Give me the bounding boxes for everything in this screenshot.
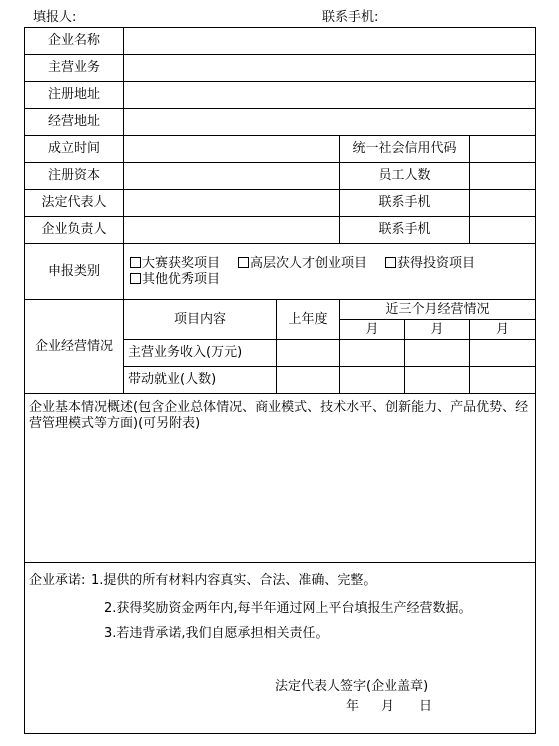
checkbox-icon[interactable] [130,273,141,284]
op-address-field[interactable] [124,109,536,136]
month-1-header: 月 [340,320,405,340]
row-legal-rep [25,190,536,217]
staff-count-label: 员工人数 [340,163,470,190]
founded-label: 成立时间 [25,136,124,163]
reg-address-label: 注册地址 [25,82,124,109]
company-name-label: 企业名称 [25,28,124,55]
income-month-2-field[interactable] [405,340,470,367]
charge-phone-label: 联系手机 [340,217,470,244]
registration-form [24,27,536,734]
reg-address-field[interactable] [124,82,536,109]
staff-count-field[interactable] [470,163,536,190]
income-last-year-field[interactable] [277,340,340,367]
legal-rep-phone-field[interactable] [470,190,536,217]
row-reg-address [25,82,536,109]
charge-phone-field[interactable] [470,217,536,244]
category-options [124,244,536,300]
jobs-label: 带动就业(人数) [124,367,277,394]
category-option-award[interactable]: 大赛获奖项目 [130,256,220,272]
month-3-header: 月 [470,320,536,340]
row-op-address [25,109,536,136]
income-month-1-field[interactable] [340,340,405,367]
person-in-charge-field[interactable] [124,217,340,244]
commitment-item-3: 3.若违背承诺,我们自愿承担相关责任。 [104,626,329,641]
income-month-3-field[interactable] [470,340,536,367]
month-2-header: 月 [405,320,470,340]
jobs-last-year-field[interactable] [277,367,340,394]
overview-text: 企业基本情况概述(包含企业总体情况、商业模式、技术水平、创新能力、产品优势、经营管理模式等方面)(可另附表) [29,400,529,431]
checkbox-icon[interactable] [385,257,396,268]
row-category [25,244,536,300]
reg-capital-label: 注册资本 [25,163,124,190]
commitment-item-1: 1.提供的所有材料内容真实、合法、准确、完整。 [91,573,377,588]
col-recent-header: 近三个月经营情况 [340,300,536,320]
jobs-month-2-field[interactable] [405,367,470,394]
main-business-label: 主营业务 [25,55,124,82]
main-business-field[interactable] [124,55,536,82]
filler-label: 填报人: [33,10,77,25]
commitment-item-2: 2.获得奖励资金两年内,每半年通过网上平台填报生产经营数据。 [104,601,472,616]
commitment-title: 企业承诺: [29,573,86,588]
date-year: 年 [346,699,360,714]
credit-code-field[interactable] [470,136,536,163]
category-option-investment[interactable]: 获得投资项目 [385,256,475,272]
row-founded [25,136,536,163]
row-ops-header [25,300,536,320]
phone-label: 联系手机: [322,10,379,25]
category-label: 申报类别 [25,244,124,300]
signature-label: 法定代表人签字(企业盖章) [275,679,429,694]
row-company-name [25,28,536,55]
category-option-other[interactable]: 其他优秀项目 [130,272,220,288]
row-person-in-charge [25,217,536,244]
row-commitment [25,563,536,734]
reg-capital-field[interactable] [124,163,340,190]
credit-code-label: 统一社会信用代码 [340,136,470,163]
row-overview [25,394,536,563]
checkbox-icon[interactable] [238,257,249,268]
legal-rep-label: 法定代表人 [25,190,124,217]
legal-rep-phone-label: 联系手机 [340,190,470,217]
jobs-month-3-field[interactable] [470,367,536,394]
person-in-charge-label: 企业负责人 [25,217,124,244]
legal-rep-field[interactable] [124,190,340,217]
op-address-label: 经营地址 [25,109,124,136]
company-name-field[interactable] [124,28,536,55]
row-reg-capital [25,163,536,190]
checkbox-icon[interactable] [130,257,141,268]
category-option-talent[interactable]: 高层次人才创业项目 [238,256,367,272]
col-last-year-header: 上年度 [277,300,340,340]
row-main-business [25,55,536,82]
founded-field[interactable] [124,136,340,163]
date-month: 月 [381,699,395,714]
overview-field[interactable] [25,394,536,563]
income-label: 主营业务收入(万元) [124,340,277,367]
jobs-month-1-field[interactable] [340,367,405,394]
commitment-section [25,563,536,734]
date-day: 日 [419,699,433,714]
col-item-header: 项目内容 [124,300,277,340]
operations-label: 企业经营情况 [25,300,124,394]
